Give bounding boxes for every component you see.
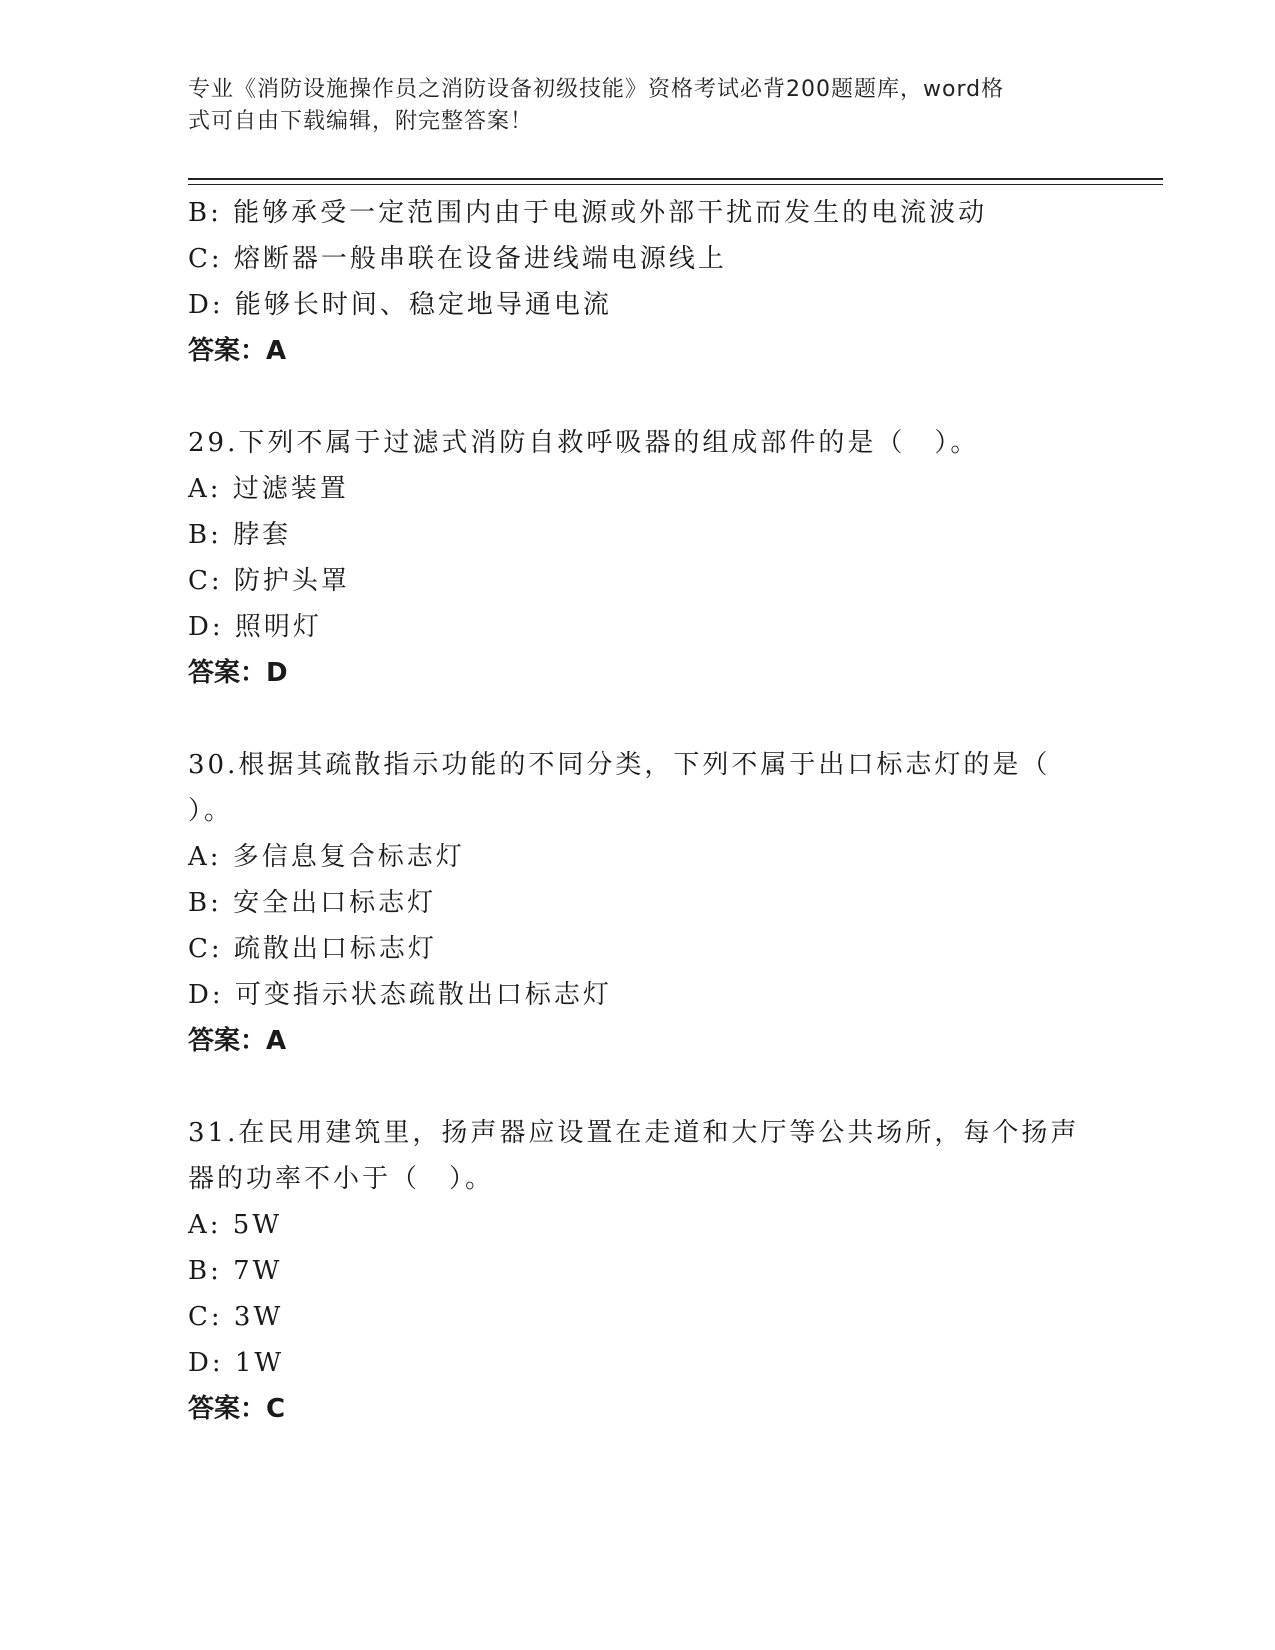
header-divider-thick [188,178,1163,180]
option-c: C: 疏散出口标志灯 [188,934,437,964]
question-text-line-1: 31.在民用建筑里，扬声器应设置在走道和大厅等公共场所，每个扬声 [188,1118,1080,1148]
option-b: B: 7W [188,1256,283,1286]
option-a: A: 多信息复合标志灯 [188,842,465,872]
answer-line: 答案：D [188,658,288,688]
option-b: B: 脖套 [188,520,292,550]
header-line-2: 式可自由下载编辑，附完整答案！ [188,109,534,134]
option-d: D: 照明灯 [188,612,322,642]
question-text-line-2: 器的功率不小于（ ）。 [188,1164,495,1194]
option-c: C: 3W [188,1302,284,1332]
option-b: B: 安全出口标志灯 [188,888,437,918]
option-c: C: 熔断器一般串联在设备进线端电源线上 [188,244,727,274]
answer-line: 答案：C [188,1394,286,1424]
option-d: D: 1W [188,1348,285,1378]
question-text: 29.下列不属于过滤式消防自救呼吸器的组成部件的是（ ）。 [188,428,980,458]
header-divider-thin [188,184,1163,185]
question-30 [188,742,1088,1064]
document-content [188,190,1088,1432]
question-31 [188,1110,1088,1432]
option-a: A: 5W [188,1210,283,1240]
option-d: D: 可变指示状态疏散出口标志灯 [188,980,612,1010]
answer-line: 答案：A [188,1026,287,1056]
option-b: B: 能够承受一定范围内由于电源或外部干扰而发生的电流波动 [188,198,988,228]
option-c: C: 防护头罩 [188,566,350,596]
answer-line: 答案：A [188,336,287,366]
question-28-continued [188,190,1088,374]
question-29 [188,420,1088,696]
header-line-1: 专业《消防设施操作员之消防设备初级技能》资格考试必背200题题库，word格 [188,77,1005,102]
document-header [188,74,1068,138]
option-d: D: 能够长时间、稳定地导通电流 [188,290,612,320]
question-text-line-1: 30.根据其疏散指示功能的不同分类，下列不属于出口标志灯的是（ [188,750,1051,780]
option-a: A: 过滤装置 [188,474,349,504]
question-text-line-2: ）。 [188,796,234,826]
